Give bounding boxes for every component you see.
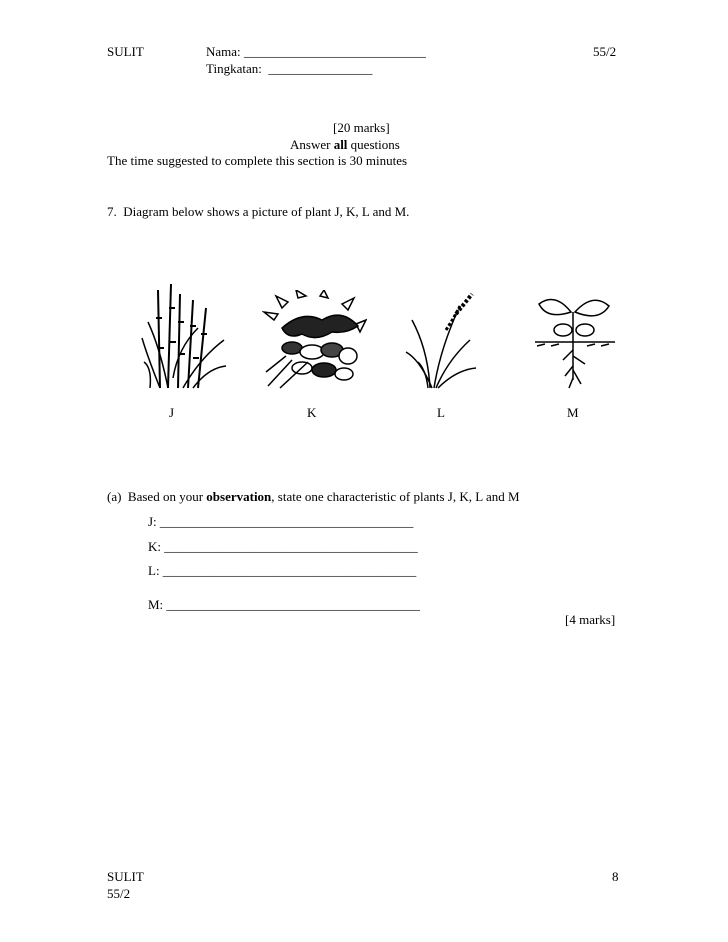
answer-line-m[interactable]: M: _______________________________________ <box>148 597 420 612</box>
answer-line-l[interactable]: L: _______________________________________ <box>148 563 417 578</box>
plant-label-j: J <box>169 405 175 420</box>
form-field[interactable]: Tingkatan: ________________ <box>206 61 373 76</box>
header-sulit-label: SULIT <box>107 44 144 59</box>
answer-line-j[interactable]: J: _______________________________________ <box>148 514 414 529</box>
section-marks: [20 marks] <box>333 120 390 135</box>
footer-sulit-label: SULIT <box>107 869 144 884</box>
bean-seedling-icon <box>535 290 615 390</box>
part-a-marks: [4 marks] <box>565 612 616 627</box>
part-a-question: (a) Based on your observation, state one characteristic of plants J, K, L and M <box>107 489 520 504</box>
answer-line-k[interactable]: K: _______________________________________ <box>148 539 418 554</box>
time-note: The time suggested to complete this section is 30 minutes <box>107 153 408 168</box>
plant-label-k: K <box>307 405 317 420</box>
page-number: 8 <box>612 869 619 884</box>
name-field[interactable]: Nama: ____________________________ <box>206 44 426 59</box>
plant-label-l: L <box>437 405 445 420</box>
paddy-plant-icon <box>400 290 480 390</box>
header-paper-code: 55/2 <box>593 44 617 59</box>
plant-label-m: M <box>567 405 579 420</box>
answer-instruction: Answer all questions <box>290 137 400 152</box>
cassava-plant-icon <box>262 290 367 390</box>
sugarcane-plant-icon <box>138 278 230 390</box>
footer-paper-code: 55/2 <box>107 886 131 901</box>
question-7-text: 7. Diagram below shows a picture of plant J, K, L and M. <box>107 204 410 219</box>
